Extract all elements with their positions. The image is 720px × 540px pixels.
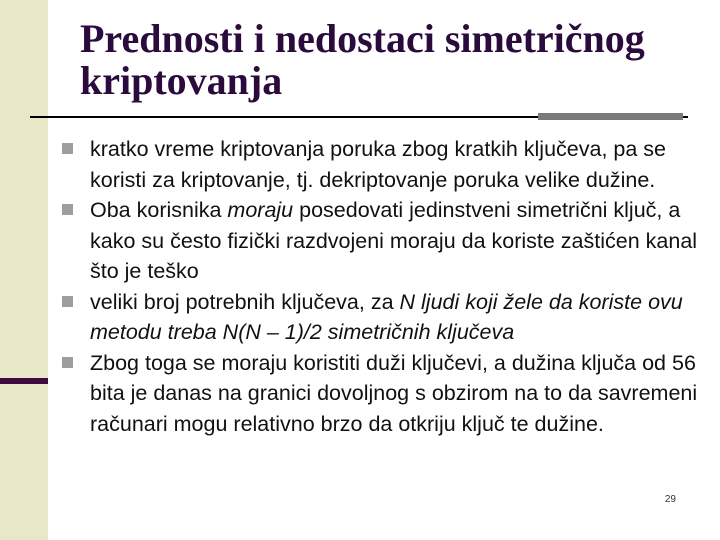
square-bullet-icon (62, 143, 73, 154)
bullet-text: veliki broj potrebnih ključeva, za (90, 289, 400, 314)
bullet-text: kratko vreme kriptovanja poruka zbog kratkih ključeva, pa se koristi za kriptovanje, tj. dekriptovanje poruka velike dužine. (90, 137, 666, 192)
left-decorative-band (0, 0, 48, 540)
bullet-text: Oba korisnika (90, 198, 228, 222)
bullet-item (62, 348, 702, 440)
slide-title: Prednosti i nedostaci simetričnog kriptovanja (80, 16, 645, 103)
bullet-item (62, 287, 702, 348)
bullet-text-italic: moraju (227, 198, 294, 222)
slide-number: 29 (664, 494, 676, 505)
bullet-text-italic: N ljudi koji žele da koriste ovu metodu treba N(N – 1)/2 simetričnih ključeva (90, 289, 683, 344)
bullet-item (62, 134, 702, 195)
square-bullet-icon (62, 357, 73, 368)
square-bullet-icon (62, 204, 73, 215)
bullet-item (62, 195, 702, 287)
bullet-text: Zbog toga se moraju koristiti duži ključevi, a dužina ključa od 56 bita je danas na granici dovoljnog s obzirom na to da savremeni računari mogu relativno brzo da otkriju ključ te dužine. (90, 350, 698, 436)
bullet-list (62, 134, 702, 439)
square-bullet-icon (62, 296, 73, 307)
bullet-text: posedovati jedinstveni simetrični ključ, a kako su često fizički razdvojeni moraju da koriste zaštićen kanal što je teško (90, 198, 698, 283)
title-underline-accent (538, 113, 683, 120)
left-accent-bar (0, 378, 48, 384)
